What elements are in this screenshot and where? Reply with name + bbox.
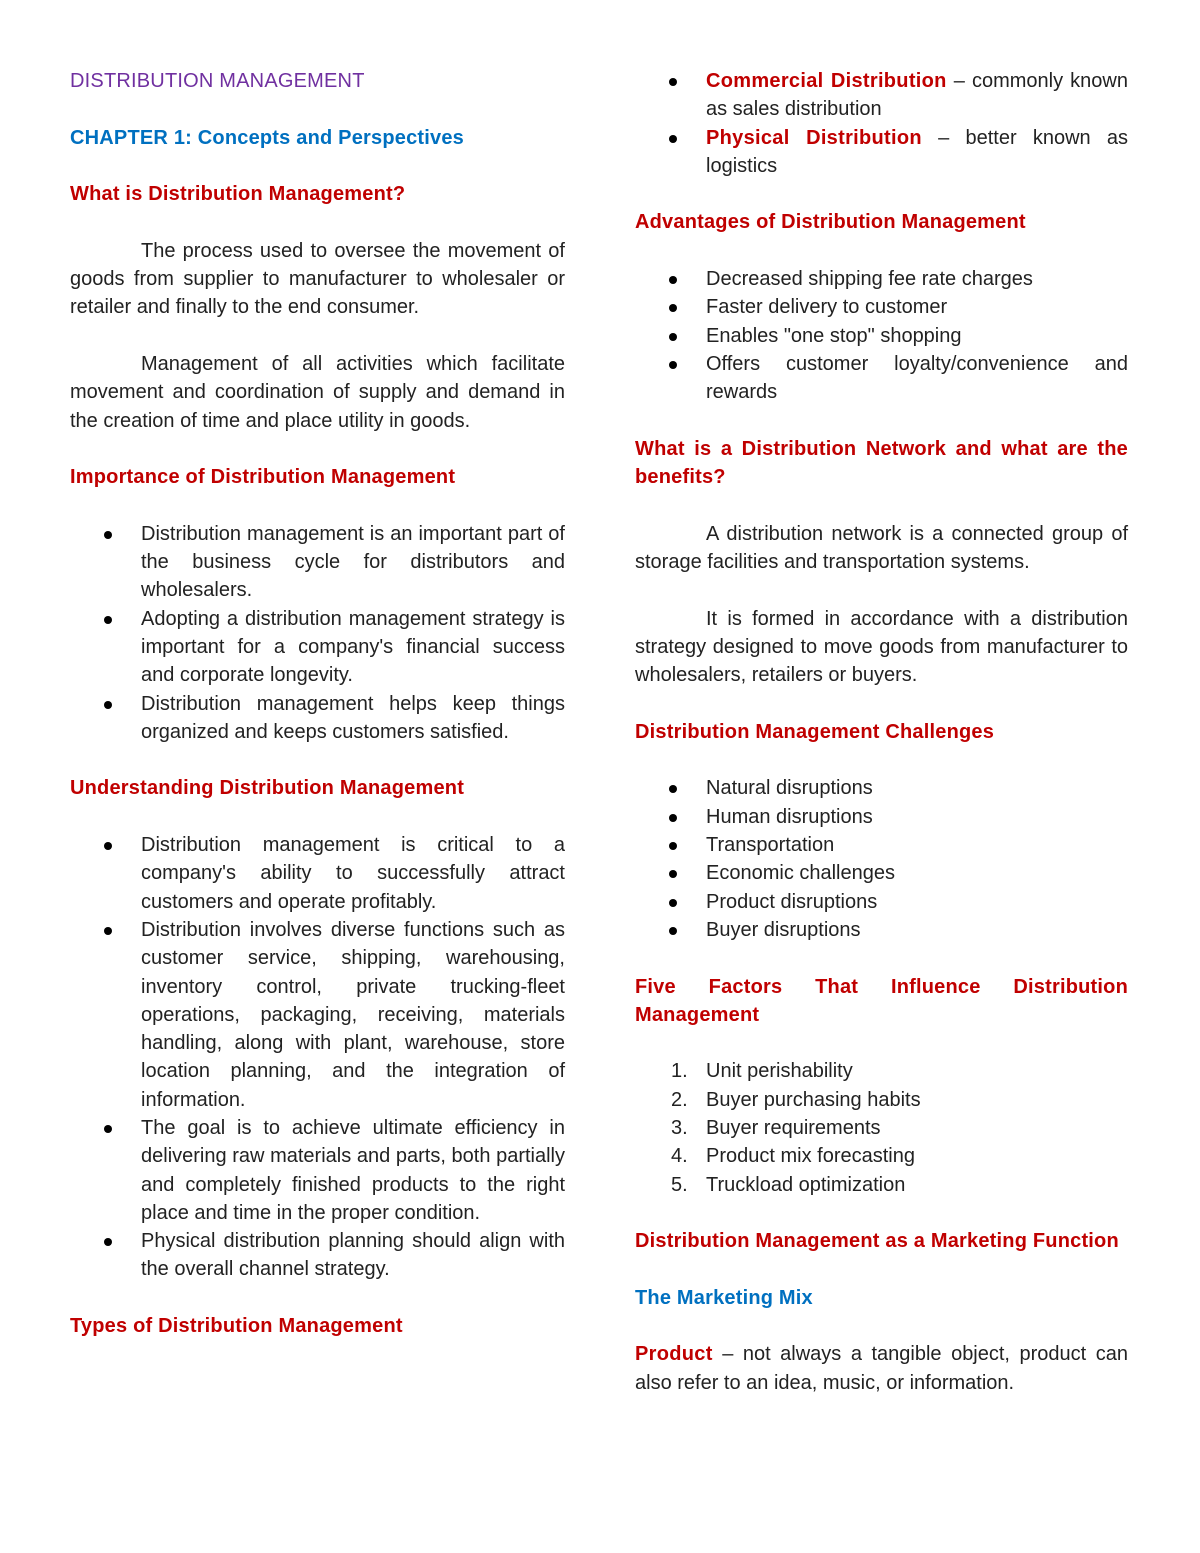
bullet-icon xyxy=(669,899,677,907)
list-number: 4. xyxy=(671,1145,688,1168)
list-item-text: Truckload optimization xyxy=(706,1173,906,1196)
bullet-icon xyxy=(669,927,677,935)
list-item-text: Economic challenges xyxy=(706,862,895,885)
list-item xyxy=(635,803,1128,831)
list-item-text: Unit perishability xyxy=(706,1060,853,1083)
list-item xyxy=(635,916,1128,944)
list-item-text: Product disruptions xyxy=(706,890,878,913)
list-item xyxy=(635,265,1128,293)
what-is-paragraph-2: Management of all activities which facilitate movement and coordination of supply and demand in the creation of time and place utility in goods. xyxy=(70,352,565,432)
list-item xyxy=(635,774,1128,802)
network-paragraph-1: A distribution network is a connected group of storage facilities and transportation systems. xyxy=(635,522,1128,574)
understanding-heading: Understanding Distribution Management xyxy=(70,777,465,800)
list-item-text: Enables "one stop" shopping xyxy=(706,324,962,347)
what-is-paragraph-1: The process used to oversee the movement of goods from supplier to manufacturer to wholesaler or retailer and finally to the end consumer. xyxy=(70,239,565,319)
list-number: 2. xyxy=(671,1088,688,1111)
type-description: – commonly known as sales distribution xyxy=(706,70,1128,121)
type-description: – better known as logistics xyxy=(706,126,1128,177)
list-item-text: Decreased shipping fee rate charges xyxy=(706,268,1033,291)
product-description: – not always a tangible object, product can also refer to an idea, music, or information. xyxy=(635,1343,1128,1394)
product-paragraph xyxy=(635,1340,1128,1397)
list-item-text: Buyer requirements xyxy=(706,1116,881,1139)
list-item xyxy=(635,888,1128,916)
right-column xyxy=(635,67,1128,1397)
list-item-text: Buyer disruptions xyxy=(706,918,861,941)
bullet-icon xyxy=(669,304,677,312)
importance-heading: Importance of Distribution Management xyxy=(70,466,456,489)
bullet-icon xyxy=(104,842,112,850)
bullet-icon xyxy=(669,361,677,369)
list-number: 1. xyxy=(671,1060,688,1083)
bullet-icon xyxy=(669,78,677,86)
marketing-function-heading: Distribution Management as a Marketing Function xyxy=(635,1230,1119,1253)
list-item xyxy=(70,1114,565,1227)
factors-heading: Five Factors That Influence Distribution Management xyxy=(635,975,1128,1026)
bullet-icon xyxy=(669,785,677,793)
challenges-list xyxy=(635,774,1128,944)
left-column xyxy=(70,67,565,1340)
list-item xyxy=(635,1142,1128,1170)
type-term: Physical Distribution xyxy=(706,126,922,149)
list-item-text: Adopting a distribution management strategy is important for a company's financial success and corporate longevity. xyxy=(141,607,565,687)
list-item-text: Buyer purchasing habits xyxy=(706,1088,921,1111)
bullet-icon xyxy=(669,135,677,143)
list-item xyxy=(635,859,1128,887)
list-item xyxy=(70,520,565,605)
bullet-icon xyxy=(669,870,677,878)
bullet-icon xyxy=(104,701,112,709)
list-item-text: Physical distribution planning should align with the overall channel strategy. xyxy=(141,1230,565,1281)
list-item xyxy=(70,916,565,1114)
list-item xyxy=(635,350,1128,407)
list-item-text: Offers customer loyalty/convenience and rewards xyxy=(706,352,1128,404)
list-item xyxy=(635,1114,1128,1142)
list-item xyxy=(635,1086,1128,1114)
marketing-mix-heading: The Marketing Mix xyxy=(635,1286,813,1309)
list-item xyxy=(635,831,1128,859)
list-item-text: Natural disruptions xyxy=(706,777,873,800)
bullet-icon xyxy=(104,927,112,935)
types-heading: Types of Distribution Management xyxy=(70,1315,403,1338)
list-item xyxy=(635,1057,1128,1085)
types-list xyxy=(635,67,1128,180)
list-item xyxy=(635,322,1128,350)
list-item xyxy=(635,124,1128,181)
bullet-icon xyxy=(669,842,677,850)
list-item xyxy=(635,67,1128,124)
bullet-icon xyxy=(669,276,677,284)
list-item-text: Faster delivery to customer xyxy=(706,296,948,319)
document-title: DISTRIBUTION MANAGEMENT xyxy=(70,70,365,92)
list-item-text: Distribution involves diverse functions such as customer service, shipping, warehousing, inventory control, private trucking-fleet operations, packaging, receiving, materials handling, along with plant, warehouse, store location planning, and the integration of information. xyxy=(141,918,565,1111)
list-item-text: Distribution management is an important part of the business cycle for distributors and wholesalers. xyxy=(141,522,565,602)
what-is-heading: What is Distribution Management? xyxy=(70,183,406,206)
list-item-text: Human disruptions xyxy=(706,805,873,828)
type-term: Commercial Distribution xyxy=(706,70,947,92)
list-item-text: The goal is to achieve ultimate efficiency in delivering raw materials and parts, both partially and completely finished products to the right place and time in the proper condition. xyxy=(141,1116,565,1224)
bullet-icon xyxy=(669,814,677,822)
challenges-heading: Distribution Management Challenges xyxy=(635,720,995,743)
factors-list xyxy=(635,1057,1128,1198)
bullet-icon xyxy=(104,1125,112,1133)
list-number: 5. xyxy=(671,1173,688,1196)
list-item-text: Distribution management helps keep things organized and keeps customers satisfied. xyxy=(141,692,565,743)
list-item xyxy=(70,831,565,916)
list-item xyxy=(70,690,565,747)
bullet-icon xyxy=(104,1238,112,1246)
list-number: 3. xyxy=(671,1116,688,1139)
bullet-icon xyxy=(104,531,112,539)
list-item xyxy=(70,1227,565,1284)
list-item-text: Transportation xyxy=(706,834,835,857)
bullet-icon xyxy=(669,333,677,341)
network-heading: What is a Distribution Network and what are the benefits? xyxy=(635,437,1128,489)
advantages-list xyxy=(635,265,1128,406)
network-paragraph-2: It is formed in accordance with a distribution strategy designed to move goods from manufacturer to wholesalers, retailers or buyers. xyxy=(635,607,1128,687)
understanding-list xyxy=(70,831,565,1284)
list-item-text: Product mix forecasting xyxy=(706,1145,915,1168)
bullet-icon xyxy=(104,616,112,624)
list-item xyxy=(635,1171,1128,1199)
list-item xyxy=(635,293,1128,321)
advantages-heading: Advantages of Distribution Management xyxy=(635,211,1026,234)
chapter-heading: CHAPTER 1: Concepts and Perspectives xyxy=(70,126,464,149)
list-item xyxy=(70,605,565,690)
importance-list xyxy=(70,520,565,746)
list-item-text: Distribution management is critical to a company's ability to successfully attract customers and operate profitably. xyxy=(141,834,565,913)
product-term: Product xyxy=(635,1343,713,1366)
